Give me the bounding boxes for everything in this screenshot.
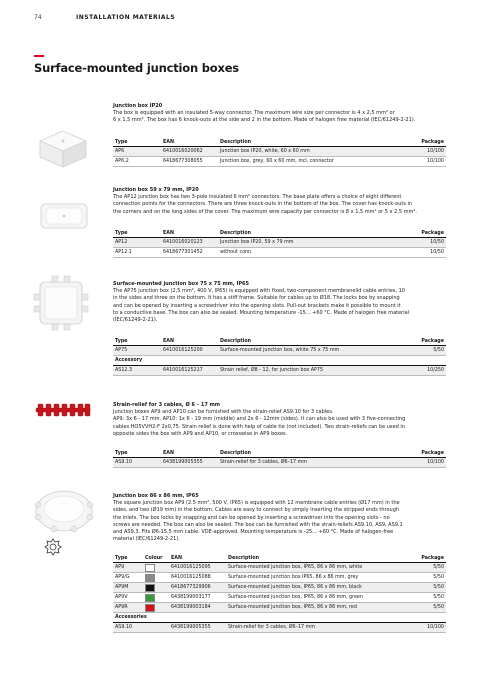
table-header-row: Type EAN Description Package: [115, 230, 444, 236]
col-description: Description: [218, 138, 388, 147]
product-table-ap12: [113, 229, 446, 258]
section-description: Junction boxes AP9 and AP10 can be furnished with the strain-relief AS9.10 for 3 cables. AP9: 3x 6 - 17 mm. AP10: 1x 6 - 19 mm (middle) and 2x 6 - 12mm (sides). It can also be used with 3 five-connecting cables HO5VVH2-F 2x0,75. Strain relief is done with help of cable tie (not included). Two strain-reliefs can be used in opposite sides the box with AP9 and AP10, or crosswise in AP9 boxes.: [113, 409, 406, 437]
section-junction-box-ap75: [113, 281, 446, 324]
section-title: Surface-mounted junction box 75 x 75 mm, IP65: [113, 281, 249, 287]
table-row: AS9.10 6438199005355 Strain-relief for 3 cables, Ø6–17 mm 10/100: [113, 458, 446, 468]
col-type: Type: [113, 138, 161, 147]
section-title: Junction box 59 x 79 mm, IP20: [113, 187, 199, 193]
product-table-ap6: [113, 138, 446, 167]
section-strain-relief: [113, 402, 446, 438]
accessory-heading-row: Accessory: [113, 356, 446, 366]
junction-box-ap12-image: [38, 200, 92, 232]
table-row: AP12.1 6418677301452 without conn. 10/50: [113, 248, 446, 258]
table-row: AS9.10 6438199005355 Strain-relief for 3 cables, Ø6–17 mm 10/100: [113, 623, 446, 633]
junction-box-ap6-image: [34, 125, 92, 171]
table-row: AS12.3 6410016125217 Strain relief, Ø8 - 12, for junction box AP75 10/250: [113, 366, 446, 376]
accent-bar: [34, 55, 44, 57]
section-title: Junction box 86 x 86 mm, IP65: [113, 493, 199, 499]
section-junction-box-ap9: [113, 493, 446, 544]
table-row: AP6.2 6418677308055 Junction box, grey, 60 x 60 mm, incl. connector 10/100: [113, 157, 446, 167]
colour-swatch: [145, 584, 155, 592]
colour-swatch: [145, 564, 155, 572]
section-junction-box-59x79: [113, 187, 446, 216]
vde-approval-icon: [44, 538, 62, 556]
section-junction-box-ip20: [113, 103, 446, 125]
strain-relief-image: [34, 402, 92, 420]
section-description: The square junction box AP9 (2.5 mm², 500 V, IP65) is equipped with 12 membrane cable entries (Ø17 mm) in the sides, and two (Ø19 mm) in the bottom. Cables are easy to connect by simply inserting the stripped ends through the inlets. The box locks by snapping and can be opened by inserting a screwdriver into the opening slots - no screws are needed. The box can also be sealed. The box can be furnished with the strain-reliefs AS9.10, AS9, AS9.1 and AS9.3. Fits Ø6-15.5 mm cable. VDE-approved. Mounting temperature is -25... +60 °C. Made of halogen-free material (IEC/61249-2-21).: [113, 500, 403, 543]
table-row: AP6 6410016020062 Junction box IP20, white, 60 x 60 mm 10/100: [113, 147, 446, 157]
table-row: AP9R 6438199003184 Surface-mounted junction box, IP65, 86 x 86 mm, red 5/50: [113, 603, 446, 613]
section-description: The AP75 junction box (2,5 mm², 400 V, IP65) is equipped with fixed, two-component membranelid cable entries, 10 in the sides and three on the bottom. It has a stiff frame. Suitable for cables up to Ø18. The locks box by snapping and can be opened by inserting a screwdriver into the opening slots. Pull-out brackets make it possible to mount it to a conductive base. The box can also be sealed. Mounting temperature -15... +60 °C. Made of halogen free material (IEC/61249-2-21).: [113, 288, 410, 324]
page-number: 74: [34, 14, 42, 21]
table-header-row: [113, 138, 446, 147]
col-package: Package: [388, 138, 446, 147]
colour-swatch: [145, 604, 155, 612]
table-row: AP9M 6418677329906 Surface-mounted junction box, IP65, 86 x 86 mm, black 5/50: [113, 583, 446, 593]
section-description: The AP12 junction box has two 3-pole insulated 6 mm² connectors. The base plate offers a choice of eight different connection points for the connectors. There are three knock-outs in the bottom of the box. The cover has knock-outs in the corners and on the long sides of the cover. The maximum wire capacity per connector is 8 x 1,5 mm² or 5 x 2,5 mm².: [113, 194, 417, 215]
table-header-row: Type Colour EAN Description Package: [115, 555, 444, 561]
header-title: INSTALLATION MATERIALS: [76, 14, 176, 21]
colour-swatch: [145, 574, 155, 582]
section-title: Junction box IP20: [113, 103, 163, 109]
section-description: The box is equipped with an insulated 5-way connector. The maximum wire size per connector is 4 x 2,5 mm² or 6 x 1,5 mm². The box has 6 knock-outs at the side and 2 in the bottom. Made of halogen free material (IEC/61249-2-21).: [113, 110, 416, 124]
product-table-as9-10: [113, 449, 446, 468]
table-header-row: Type EAN Description Package: [115, 338, 444, 344]
junction-box-ap9-image: [32, 487, 96, 535]
product-table-ap75: [113, 337, 446, 376]
junction-box-ap75-image: [30, 274, 92, 334]
product-table-ap9: [113, 554, 446, 633]
table-row: AP9 6410016125095 Surface-mounted junction box, IP65, 86 x 86 mm, white 5/50: [113, 563, 446, 573]
section-title: Strain-relief for 3 cables, Ø 6 – 17 mm: [113, 402, 221, 408]
accessory-heading-row: Accessories: [113, 613, 446, 623]
table-row: AP9/G 6410016125088 Surface-mounted junction box IP65, 86 x 86 mm, grey 5/50: [113, 573, 446, 583]
table-header-row: Type EAN Description Package: [115, 450, 444, 456]
col-ean: EAN: [161, 138, 218, 147]
table-row: AP9V 6438199003177 Surface-mounted junction box, IP65, 86 x 86 mm, green 5/50: [113, 593, 446, 603]
table-row: AP75 6410016125200 Surface-mounted junction box, white 75 x 75 mm 5/50: [113, 346, 446, 356]
table-row: AP12 6410016020123 Junction box IP20, 59 x 79 mm 10/50: [113, 238, 446, 248]
colour-swatch: [145, 594, 155, 602]
page-title: Surface-mounted junction boxes: [34, 61, 239, 75]
